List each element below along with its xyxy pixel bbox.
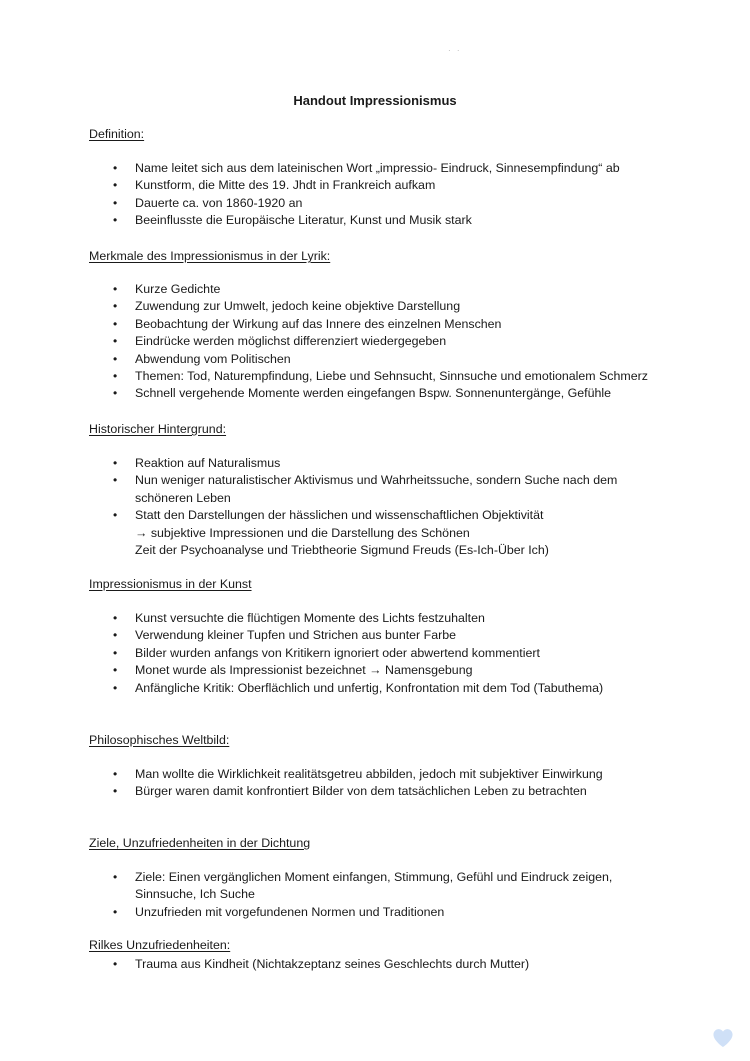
list-item: • Eindrücke werden möglichst differenziert wiedergegeben [0, 333, 660, 350]
list-rilke [0, 956, 660, 973]
list-item: • Anfängliche Kritik: Oberflächlich und unfertig, Konfrontation mit dem Tod (Tabuthema) [0, 680, 660, 697]
section-heading-hintergrund: Historischer Hintergrund: [89, 422, 227, 436]
section-heading-kunst: Impressionismus in der Kunst [89, 577, 252, 591]
list-item: • Dauerte ca. von 1860-1920 an [0, 195, 660, 212]
list-item: • Trauma aus Kindheit (Nichtakzeptanz seines Geschlechts durch Mutter) [0, 956, 660, 973]
list-item: • Man wollte die Wirklichkeit realitätsgetreu abbilden, jedoch mit subjektiver Einwirkung [0, 766, 660, 783]
list-item: • Ziele: Einen vergänglichen Moment einfangen, Stimmung, Gefühl und Eindruck zeigen, Sinnsuche, Ich Suche [0, 869, 660, 904]
list-item: • Abwendung vom Politischen [0, 351, 660, 368]
list-item: • Verwendung kleiner Tupfen und Strichen aus bunter Farbe [0, 627, 660, 644]
list-item: • Bilder wurden anfangs von Kritikern ignoriert oder abwertend kommentiert [0, 645, 660, 662]
list-definition [0, 160, 660, 230]
list-item: • Bürger waren damit konfrontiert Bilder von dem tatsächlichen Leben zu betrachten [0, 783, 660, 800]
list-item: • Nun weniger naturalistischer Aktivismus und Wahrheitssuche, sondern Suche nach dem schöneren Leben [0, 472, 660, 507]
heart-icon [712, 1028, 734, 1048]
list-ziele [0, 869, 660, 921]
section-heading-weltbild: Philosophisches Weltbild: [89, 733, 230, 747]
list-kunst [0, 610, 660, 697]
list-item: • Beeinflusste die Europäische Literatur, Kunst und Musik stark [0, 212, 660, 229]
list-item: • Beobachtung der Wirkung auf das Innere des einzelnen Menschen [0, 316, 660, 333]
list-merkmale [0, 281, 660, 403]
list-item: • Zuwendung zur Umwelt, jedoch keine objektive Darstellung [0, 298, 660, 315]
list-item: • Name leitet sich aus dem lateinischen Wort „impressio- Eindruck, Sinnesempfindung“ ab [0, 160, 660, 177]
section-heading-rilke: Rilkes Unzufriedenheiten: [89, 938, 231, 952]
list-item: • Schnell vergehende Momente werden eingefangen Bspw. Sonnenuntergänge, Gefühle [0, 385, 660, 402]
section-heading-merkmale: Merkmale des Impressionismus in der Lyrik: [89, 249, 331, 263]
section-heading-ziele: Ziele, Unzufriedenheiten in der Dichtung [89, 836, 311, 850]
list-item: • Kunst versuchte die flüchtigen Momente des Lichts festzuhalten [0, 610, 660, 627]
list-item: • Monet wurde als Impressionist bezeichnet → Namensgebung [0, 662, 660, 679]
list-item: • Reaktion auf Naturalismus [0, 455, 660, 472]
list-hintergrund [0, 455, 660, 559]
list-weltbild [0, 766, 660, 801]
list-item: • Kunstform, die Mitte des 19. Jhdt in Frankreich aufkam [0, 177, 660, 194]
list-item: • Statt den Darstellungen der hässlichen und wissenschaftlichen Objektivität → subjektive Impressionen und die Darstellung des Schönen Zeit der Psychoanalyse und Triebtheorie Sigmund Freuds (Es-Ich-Über Ich) [0, 507, 660, 559]
document-title: Handout Impressionismus [293, 93, 457, 108]
list-item: • Kurze Gedichte [0, 281, 660, 298]
list-item: • Themen: Tod, Naturempfindung, Liebe und Sehnsucht, Sinnsuche und emotionalem Schmerz [0, 368, 660, 385]
section-heading-definition: Definition: [89, 127, 145, 141]
top-mark: · · [448, 46, 462, 55]
list-item: • Unzufrieden mit vorgefundenen Normen und Traditionen [0, 904, 660, 921]
